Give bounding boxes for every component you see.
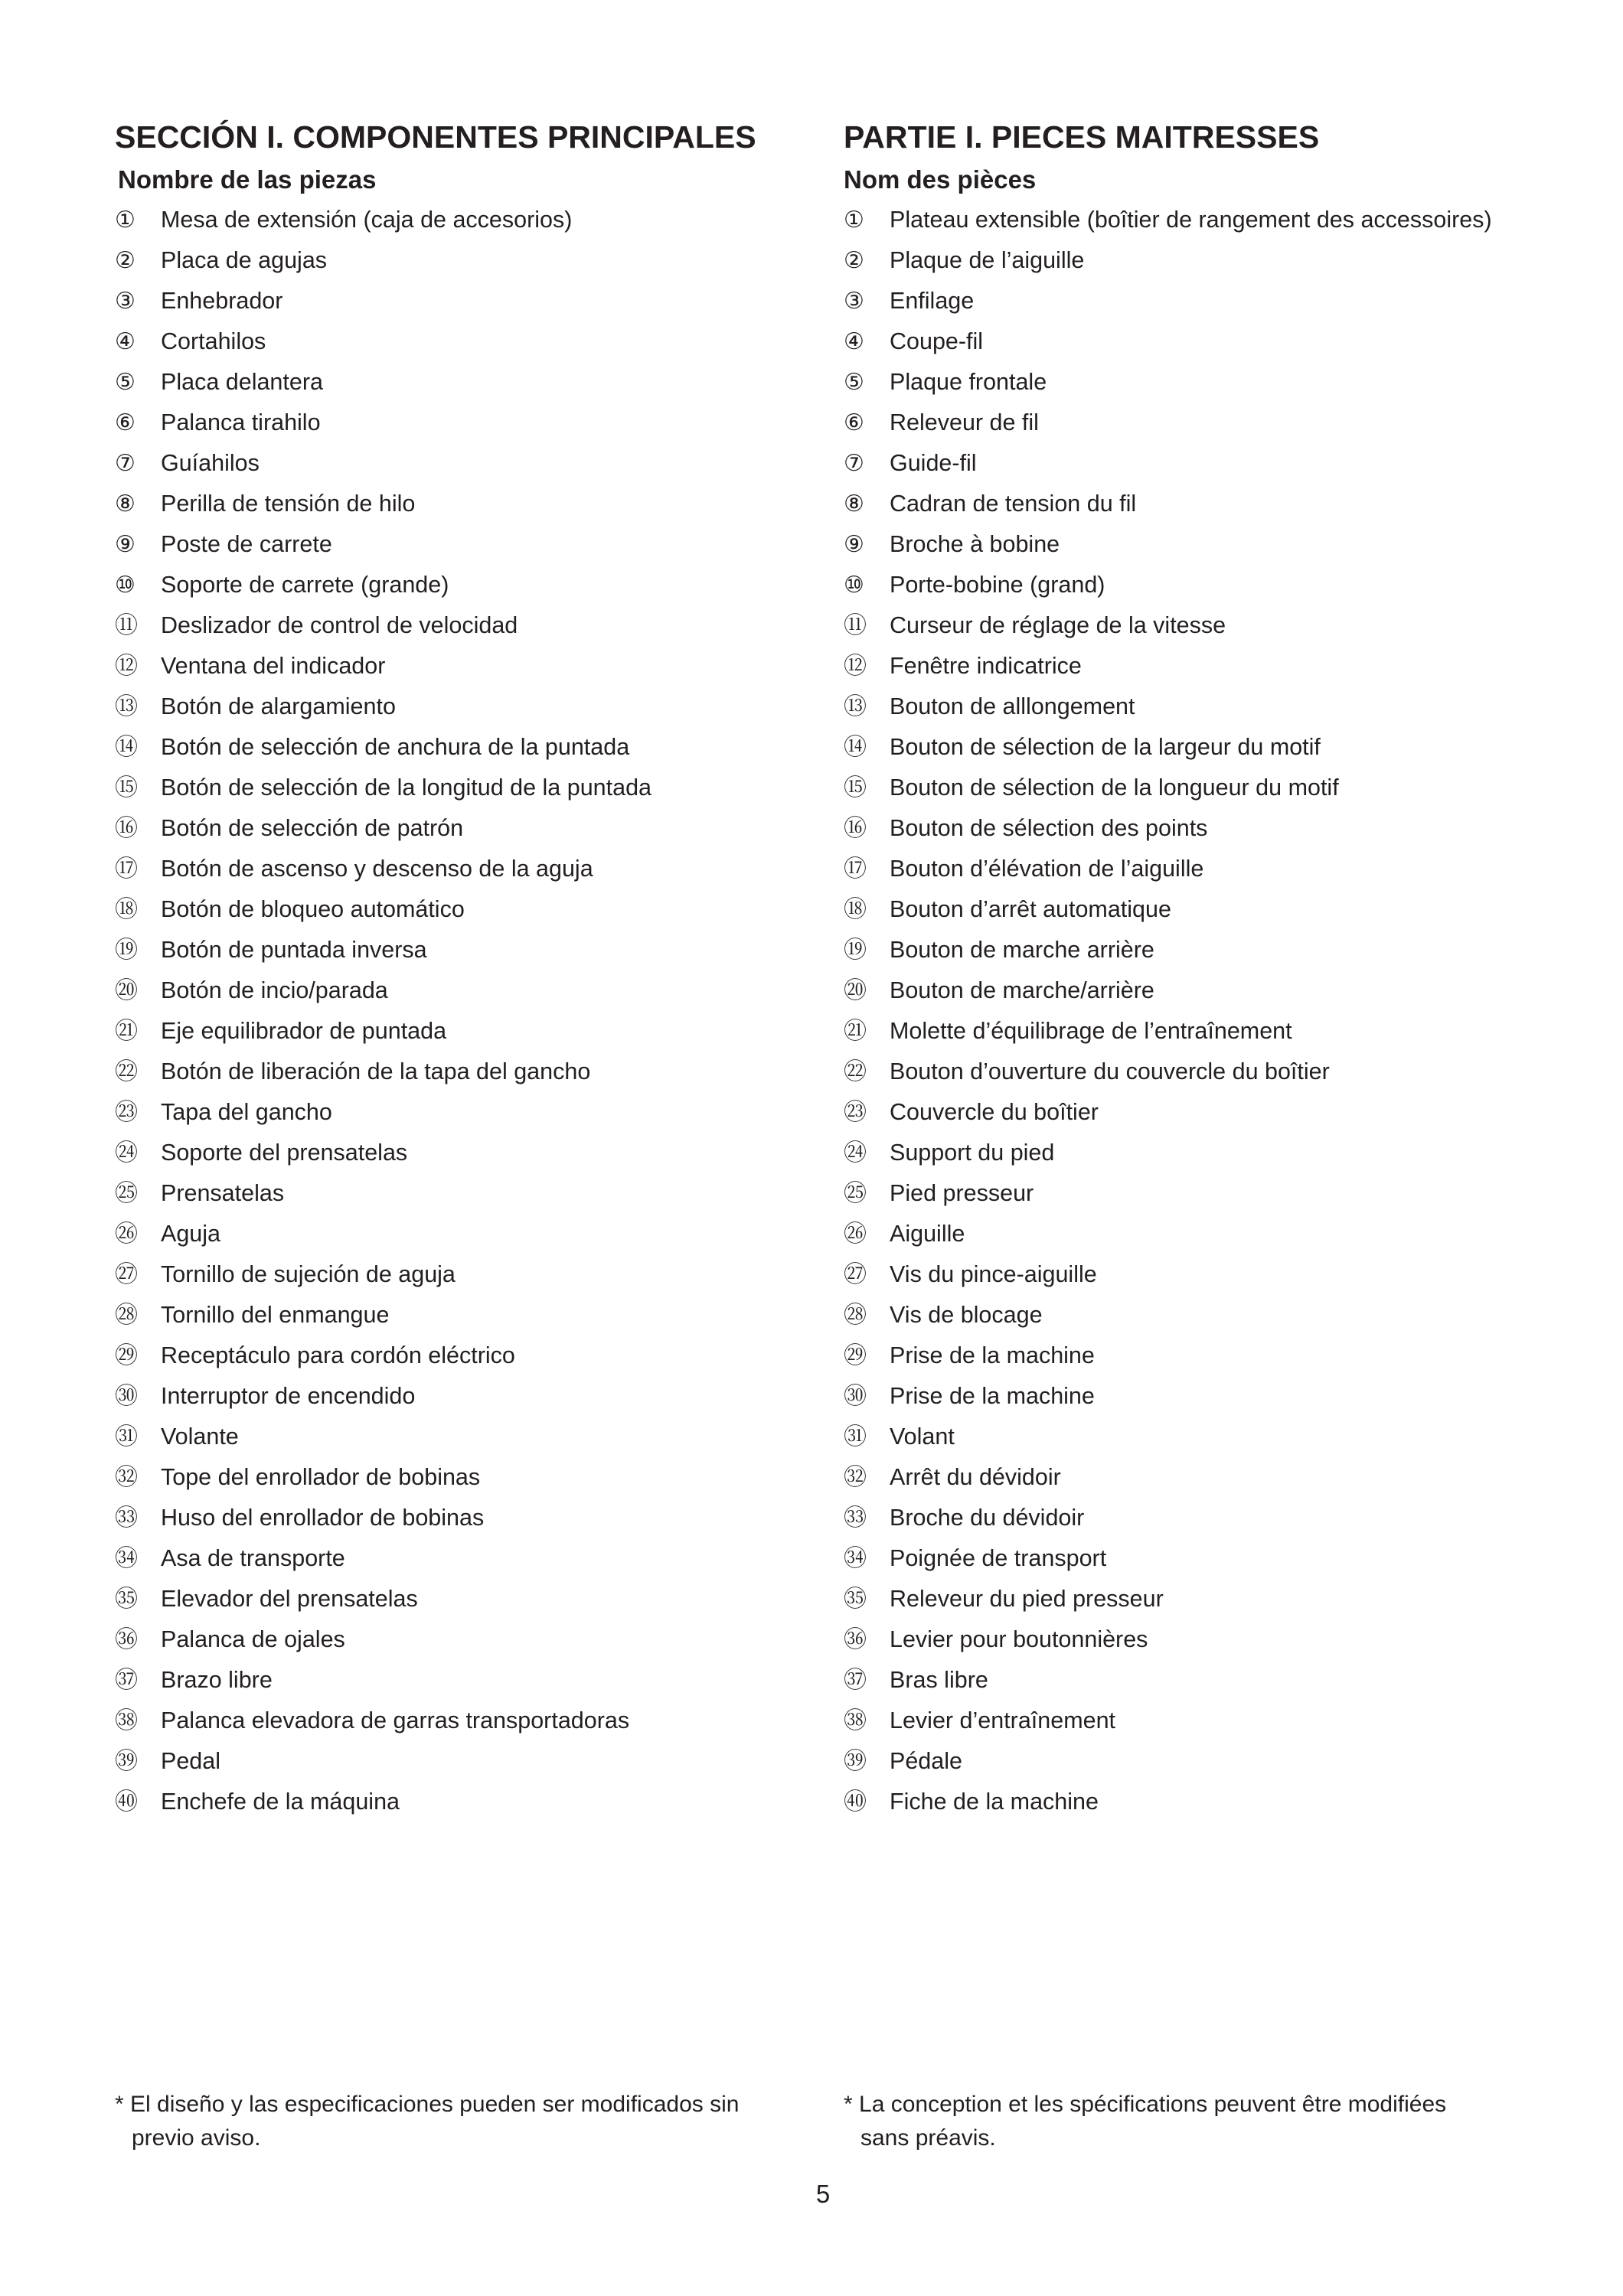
part-name: Levier d’entraînement <box>890 1707 1116 1733</box>
part-list-item <box>115 524 827 565</box>
part-number-circled: ㉜ <box>115 1464 138 1491</box>
part-number-circled: ① <box>115 207 136 233</box>
part-name: Enhebrador <box>161 288 283 314</box>
part-name: Guíahilos <box>161 450 260 476</box>
parts-list-spanish <box>115 200 827 1822</box>
part-name: Prise de la machine <box>890 1383 1095 1409</box>
part-name: Plaque de l’aiguille <box>890 247 1085 273</box>
part-name: Support du pied <box>890 1140 1055 1166</box>
part-number-circled: ⑯ <box>115 815 138 842</box>
part-name: Botón de selección de patrón <box>161 815 464 841</box>
part-number-circled: ㉚ <box>844 1383 867 1410</box>
part-name: Tornillo de sujeción de aguja <box>161 1261 456 1287</box>
french-column <box>844 115 1609 1822</box>
part-number-circled: ㊵ <box>115 1789 138 1815</box>
part-list-item <box>844 362 1609 403</box>
part-list-item <box>844 1254 1609 1295</box>
part-list-item <box>844 1579 1609 1619</box>
part-list-item <box>115 970 827 1011</box>
part-list-item <box>844 524 1609 565</box>
part-list-item <box>844 443 1609 484</box>
part-number-circled: ㊳ <box>115 1707 138 1734</box>
part-number-circled: ⑦ <box>844 450 864 477</box>
part-list-item <box>115 565 827 605</box>
part-name: Palanca de ojales <box>161 1626 345 1652</box>
part-name: Prise de la machine <box>890 1342 1095 1368</box>
part-list-item <box>844 768 1609 808</box>
part-name: Releveur du pied presseur <box>890 1586 1164 1612</box>
part-number-circled: ㉒ <box>844 1058 867 1085</box>
part-name: Botón de ascenso y descenso de la aguja <box>161 856 593 882</box>
part-number-circled: ㉛ <box>115 1424 138 1450</box>
part-number-circled: ㊲ <box>115 1667 138 1694</box>
part-list-item <box>844 1741 1609 1782</box>
part-name: Bouton de marche arrière <box>890 937 1154 963</box>
part-number-circled: ㉓ <box>115 1099 138 1126</box>
part-number-circled: ② <box>115 247 136 274</box>
part-name: Pédale <box>890 1748 962 1774</box>
part-list-item <box>844 1214 1609 1254</box>
part-name: Botón de liberación de la tapa del gancho <box>161 1058 591 1084</box>
part-list-item <box>115 484 827 524</box>
part-number-circled: ⑬ <box>844 693 867 720</box>
part-number-circled: ㉒ <box>115 1058 138 1085</box>
part-list-item <box>115 1498 827 1538</box>
part-number-circled: ㉙ <box>844 1342 867 1369</box>
part-list-item <box>115 1336 827 1376</box>
part-name: Huso del enrollador de bobinas <box>161 1505 485 1531</box>
part-number-circled: ㉑ <box>844 1018 867 1045</box>
part-number-circled: ⑮ <box>844 775 867 801</box>
part-list-item <box>844 646 1609 687</box>
part-list-item <box>844 1011 1609 1052</box>
part-list-item <box>115 727 827 768</box>
part-list-item <box>115 768 827 808</box>
part-name: Poste de carrete <box>161 531 332 557</box>
part-list-item <box>844 1498 1609 1538</box>
part-list-item <box>844 889 1609 930</box>
part-list-item <box>115 849 827 889</box>
part-name: Eje equilibrador de puntada <box>161 1018 447 1044</box>
part-number-circled: ㉑ <box>115 1018 138 1045</box>
footnote-line-2: sans préavis. <box>860 2125 996 2151</box>
part-number-circled: ④ <box>844 328 864 355</box>
part-list-item <box>844 1417 1609 1457</box>
part-number-circled: ④ <box>115 328 136 355</box>
part-number-circled: ⑪ <box>844 612 867 639</box>
part-number-circled: ㊲ <box>844 1667 867 1694</box>
part-name: Curseur de réglage de la vitesse <box>890 612 1226 638</box>
part-number-circled: ㉕ <box>115 1180 138 1207</box>
part-name: Bouton de marche/arrière <box>890 977 1154 1003</box>
part-list-item <box>844 321 1609 362</box>
part-number-circled: ⑲ <box>844 937 867 964</box>
part-list-item <box>115 1133 827 1173</box>
part-list-item <box>844 727 1609 768</box>
part-name: Bouton d’arrêt automatique <box>890 896 1171 922</box>
footnote-line-2: previo aviso. <box>132 2125 261 2151</box>
part-name: Ventana del indicador <box>161 653 386 679</box>
part-list-item <box>115 605 827 646</box>
part-list-item <box>844 605 1609 646</box>
part-name: Botón de puntada inversa <box>161 937 427 963</box>
part-name: Receptáculo para cordón eléctrico <box>161 1342 515 1368</box>
part-list-item <box>844 930 1609 970</box>
part-name: Tornillo del enmangue <box>161 1302 390 1328</box>
part-name: Cadran de tension du fil <box>890 491 1137 517</box>
part-list-item <box>844 1173 1609 1214</box>
part-name: Bouton de sélection des points <box>890 815 1208 841</box>
footnote-line-1: * La conception et les spécifications peuvent être modifiées <box>844 2092 1447 2117</box>
part-name: Bouton de alllongement <box>890 693 1135 719</box>
part-number-circled: ㉖ <box>844 1221 867 1247</box>
part-name: Plateau extensible (boîtier de rangement des accessoires) <box>890 207 1492 233</box>
part-number-circled: ⑨ <box>844 531 864 558</box>
part-number-circled: ㉖ <box>115 1221 138 1247</box>
page-number: 5 <box>815 2180 831 2208</box>
part-list-item <box>115 1417 827 1457</box>
part-list-item <box>115 403 827 443</box>
part-list-item <box>844 200 1609 240</box>
part-name: Palanca elevadora de garras transportadoras <box>161 1707 630 1733</box>
part-number-circled: ⑫ <box>844 653 867 680</box>
part-name: Palanca tirahilo <box>161 409 321 435</box>
part-number-circled: ㊴ <box>115 1748 138 1775</box>
part-name: Pied presseur <box>890 1180 1034 1206</box>
part-name: Plaque frontale <box>890 369 1047 395</box>
part-number-circled: ⑥ <box>844 409 864 436</box>
part-name: Elevador del prensatelas <box>161 1586 418 1612</box>
part-list-item <box>115 362 827 403</box>
footnote-spanish <box>115 2088 804 2155</box>
part-number-circled: ⑩ <box>115 572 136 598</box>
part-name: Guide-fil <box>890 450 977 476</box>
part-number-circled: ⑥ <box>115 409 136 436</box>
part-name: Prensatelas <box>161 1180 285 1206</box>
part-number-circled: ⑨ <box>115 531 136 558</box>
part-name: Bouton d’élévation de l’aiguille <box>890 856 1204 882</box>
part-name: Placa delantera <box>161 369 323 395</box>
part-list-item <box>844 1619 1609 1660</box>
part-name: Broche du dévidoir <box>890 1505 1085 1531</box>
part-name: Soporte del prensatelas <box>161 1140 408 1166</box>
part-list-item <box>115 1254 827 1295</box>
part-list-item <box>115 1660 827 1701</box>
part-list-item <box>115 200 827 240</box>
part-name: Volante <box>161 1424 239 1450</box>
part-number-circled: ㉕ <box>844 1180 867 1207</box>
part-number-circled: ㉞ <box>844 1545 867 1572</box>
part-list-item <box>115 1011 827 1052</box>
part-name: Poignée de transport <box>890 1545 1107 1571</box>
part-number-circled: ㉛ <box>844 1424 867 1450</box>
part-number-circled: ⑧ <box>844 491 864 517</box>
part-number-circled: ⑫ <box>115 653 138 680</box>
part-name: Asa de transporte <box>161 1545 345 1571</box>
part-name: Molette d’équilibrage de l’entraînement <box>890 1018 1292 1044</box>
part-number-circled: ① <box>844 207 864 233</box>
part-number-circled: ⑱ <box>115 896 138 923</box>
part-list-item <box>844 1092 1609 1133</box>
part-number-circled: ③ <box>844 288 864 315</box>
part-name: Enfilage <box>890 288 975 314</box>
part-list-item <box>115 1579 827 1619</box>
part-number-circled: ㉟ <box>844 1586 867 1613</box>
part-list-item <box>115 1741 827 1782</box>
part-number-circled: ③ <box>115 288 136 315</box>
part-number-circled: ㉝ <box>115 1505 138 1531</box>
part-number-circled: ⑳ <box>115 977 138 1004</box>
part-list-item <box>844 1701 1609 1741</box>
part-number-circled: ⑰ <box>844 856 867 882</box>
part-name: Bras libre <box>890 1667 988 1693</box>
part-name: Volant <box>890 1424 955 1450</box>
part-number-circled: ㊴ <box>844 1748 867 1775</box>
part-number-circled: ㉘ <box>115 1302 138 1329</box>
part-name: Botón de selección de la longitud de la puntada <box>161 775 651 801</box>
part-name: Releveur de fil <box>890 409 1039 435</box>
part-number-circled: ⑦ <box>115 450 136 477</box>
part-list-item <box>844 1376 1609 1417</box>
part-number-circled: ㉞ <box>115 1545 138 1572</box>
part-name: Mesa de extensión (caja de accesorios) <box>161 207 573 233</box>
part-number-circled: ⑳ <box>844 977 867 1004</box>
part-name: Vis du pince-aiguille <box>890 1261 1097 1287</box>
footnote-line-1: * El diseño y las especificaciones pueden ser modificados sin <box>115 2092 740 2117</box>
part-name: Coupe-fil <box>890 328 984 354</box>
part-number-circled: ⑭ <box>844 734 867 761</box>
part-number-circled: ⑩ <box>844 572 864 598</box>
part-name: Tapa del gancho <box>161 1099 332 1125</box>
part-number-circled: ⑰ <box>115 856 138 882</box>
part-name: Botón de incio/parada <box>161 977 388 1003</box>
part-list-item <box>115 1092 827 1133</box>
part-number-circled: ⑬ <box>115 693 138 720</box>
part-name: Bouton de sélection de la largeur du motif <box>890 734 1321 760</box>
part-number-circled: ⑤ <box>844 369 864 396</box>
part-list-item <box>115 1538 827 1579</box>
part-list-item <box>115 646 827 687</box>
part-list-item <box>844 1052 1609 1092</box>
part-list-item <box>115 443 827 484</box>
part-name: Botón de selección de anchura de la puntada <box>161 734 630 760</box>
part-name: Placa de agujas <box>161 247 328 273</box>
part-name: Soporte de carrete (grande) <box>161 572 449 598</box>
part-name: Brazo libre <box>161 1667 273 1693</box>
part-name: Deslizador de control de velocidad <box>161 612 518 638</box>
part-name: Botón de alargamiento <box>161 693 396 719</box>
part-name: Fiche de la machine <box>890 1789 1099 1815</box>
part-list-item <box>844 565 1609 605</box>
part-number-circled: ㉔ <box>115 1140 138 1166</box>
part-name: Levier pour boutonnières <box>890 1626 1148 1652</box>
part-name: Broche à bobine <box>890 531 1060 557</box>
part-name: Fenêtre indicatrice <box>890 653 1082 679</box>
part-name: Vis de blocage <box>890 1302 1043 1328</box>
part-list-item <box>844 1295 1609 1336</box>
part-list-item <box>844 687 1609 727</box>
part-number-circled: ⑱ <box>844 896 867 923</box>
part-name: Enchefe de la máquina <box>161 1789 400 1815</box>
part-name: Cortahilos <box>161 328 266 354</box>
part-list-item <box>844 808 1609 849</box>
part-name: Pedal <box>161 1748 221 1774</box>
part-list-item <box>844 1457 1609 1498</box>
part-name: Arrêt du dévidoir <box>890 1464 1061 1490</box>
part-number-circled: ⑤ <box>115 369 136 396</box>
part-list-item <box>844 1133 1609 1173</box>
part-list-item <box>844 281 1609 321</box>
part-number-circled: ㊳ <box>844 1707 867 1734</box>
part-list-item <box>844 970 1609 1011</box>
part-list-item <box>115 1052 827 1092</box>
part-number-circled: ㉓ <box>844 1099 867 1126</box>
part-name: Tope del enrollador de bobinas <box>161 1464 481 1490</box>
part-list-item <box>115 281 827 321</box>
part-number-circled: ⑮ <box>115 775 138 801</box>
part-list-item <box>844 240 1609 281</box>
part-number-circled: ㉔ <box>844 1140 867 1166</box>
part-name: Perilla de tensión de hilo <box>161 491 416 517</box>
part-list-item <box>115 1701 827 1741</box>
part-list-item <box>844 1660 1609 1701</box>
part-name: Bouton de sélection de la longueur du motif <box>890 775 1339 801</box>
part-number-circled: ㉙ <box>115 1342 138 1369</box>
part-number-circled: ㉝ <box>844 1505 867 1531</box>
part-list-item <box>844 484 1609 524</box>
part-list-item <box>844 1538 1609 1579</box>
part-name: Porte-bobine (grand) <box>890 572 1105 598</box>
part-number-circled: ㉗ <box>844 1261 867 1288</box>
section-title-french: PARTIE I. PIECES MAITRESSES <box>844 119 1320 155</box>
part-number-circled: ㉚ <box>115 1383 138 1410</box>
part-list-item <box>115 930 827 970</box>
spanish-column <box>115 115 827 1822</box>
footnote-french <box>844 2088 1548 2155</box>
part-number-circled: ㊱ <box>115 1626 138 1653</box>
part-list-item <box>115 321 827 362</box>
part-name: Aiguille <box>890 1221 965 1247</box>
part-number-circled: ⑲ <box>115 937 138 964</box>
part-number-circled: ② <box>844 247 864 274</box>
part-number-circled: ⑧ <box>115 491 136 517</box>
part-list-item <box>115 889 827 930</box>
part-list-item <box>115 1457 827 1498</box>
part-name: Botón de bloqueo automático <box>161 896 465 922</box>
part-number-circled: ⑪ <box>115 612 138 639</box>
part-list-item <box>115 808 827 849</box>
part-number-circled: ㉟ <box>115 1586 138 1613</box>
part-number-circled: ㉘ <box>844 1302 867 1329</box>
part-list-item <box>844 849 1609 889</box>
part-list-item <box>115 1376 827 1417</box>
part-list-item <box>844 403 1609 443</box>
part-number-circled: ㉗ <box>115 1261 138 1288</box>
part-list-item <box>115 1619 827 1660</box>
part-list-item <box>844 1782 1609 1822</box>
part-number-circled: ⑭ <box>115 734 138 761</box>
part-list-item <box>115 687 827 727</box>
part-list-item <box>115 1214 827 1254</box>
parts-list-french <box>844 200 1609 1822</box>
part-number-circled: ⑯ <box>844 815 867 842</box>
part-name: Bouton d’ouverture du couvercle du boîtier <box>890 1058 1330 1084</box>
part-list-item <box>115 1173 827 1214</box>
part-name: Couvercle du boîtier <box>890 1099 1099 1125</box>
part-number-circled: ㉜ <box>844 1464 867 1491</box>
part-name: Aguja <box>161 1221 221 1247</box>
part-list-item <box>844 1336 1609 1376</box>
part-name: Interruptor de encendido <box>161 1383 416 1409</box>
part-number-circled: ㊵ <box>844 1789 867 1815</box>
part-list-item <box>115 1295 827 1336</box>
part-number-circled: ㊱ <box>844 1626 867 1653</box>
section-title-spanish: SECCIÓN I. COMPONENTES PRINCIPALES <box>115 119 756 155</box>
subtitle-french: Nom des pièces <box>844 165 1037 194</box>
part-list-item <box>115 240 827 281</box>
subtitle-spanish: Nombre de las piezas <box>118 165 377 194</box>
part-list-item <box>115 1782 827 1822</box>
